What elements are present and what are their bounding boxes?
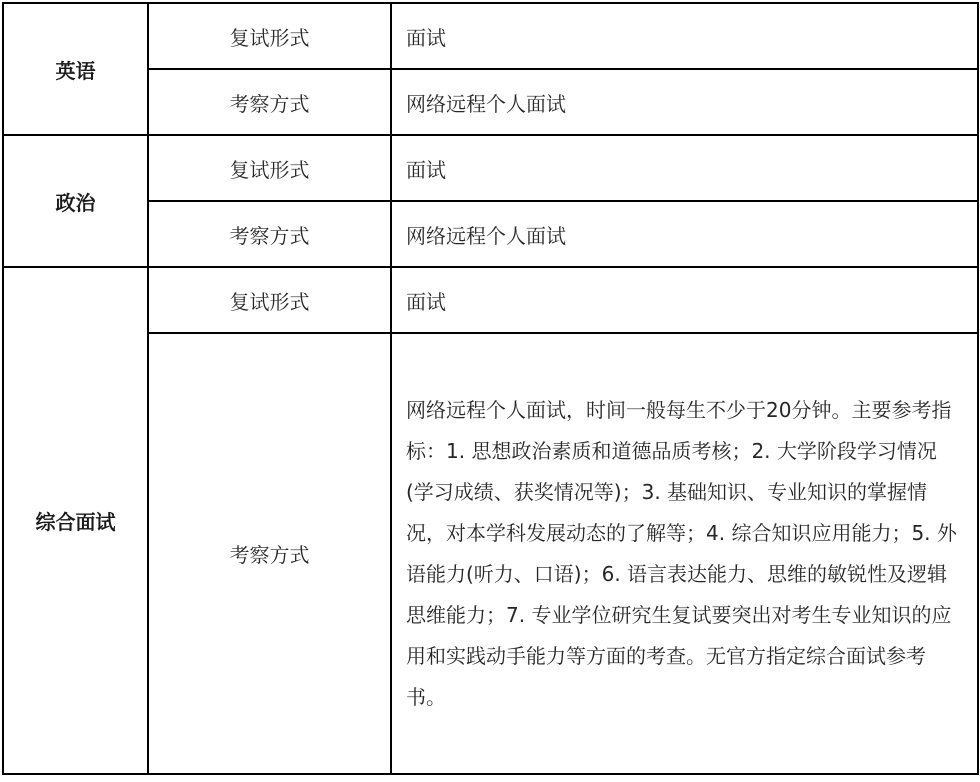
table-row [3, 69, 978, 135]
table-row [3, 333, 978, 774]
subject-cell-politics: 政治 [3, 135, 148, 267]
table-row [3, 135, 978, 201]
value-cell-interview-criteria: 网络远程个人面试，时间一般每生不少于20分钟。主要参考指标：1. 思想政治素质和道德品质考核；2. 大学阶段学习情况(学习成绩、获奖情况等)；3. 基础知识、专业知识的掌握情况，对本学科发展动态的了解等；4. 综合知识应用能力；5. 外语能力(听力、口语)；6. 语言表达能力、思维的敏锐性及逻辑思维能力；7. 专业学位研究生复试要突出对考生专业知识的应用和实践动手能力等方面的考查。无官方指定综合面试参考书。 [391, 333, 978, 774]
subject-cell-comprehensive-interview: 综合面试 [3, 267, 148, 774]
label-cell: 复试形式 [148, 267, 391, 333]
value-cell: 面试 [391, 135, 978, 201]
label-cell: 考察方式 [148, 69, 391, 135]
value-cell: 网络远程个人面试 [391, 201, 978, 267]
table-row [3, 267, 978, 333]
value-cell: 面试 [391, 267, 978, 333]
value-cell: 网络远程个人面试 [391, 69, 978, 135]
table-row [3, 201, 978, 267]
subject-cell-english: 英语 [3, 3, 148, 135]
label-cell: 复试形式 [148, 3, 391, 69]
table-row [3, 3, 978, 69]
review-format-table [2, 2, 979, 775]
label-cell: 考察方式 [148, 333, 391, 774]
label-cell: 复试形式 [148, 135, 391, 201]
label-cell: 考察方式 [148, 201, 391, 267]
value-cell: 面试 [391, 3, 978, 69]
